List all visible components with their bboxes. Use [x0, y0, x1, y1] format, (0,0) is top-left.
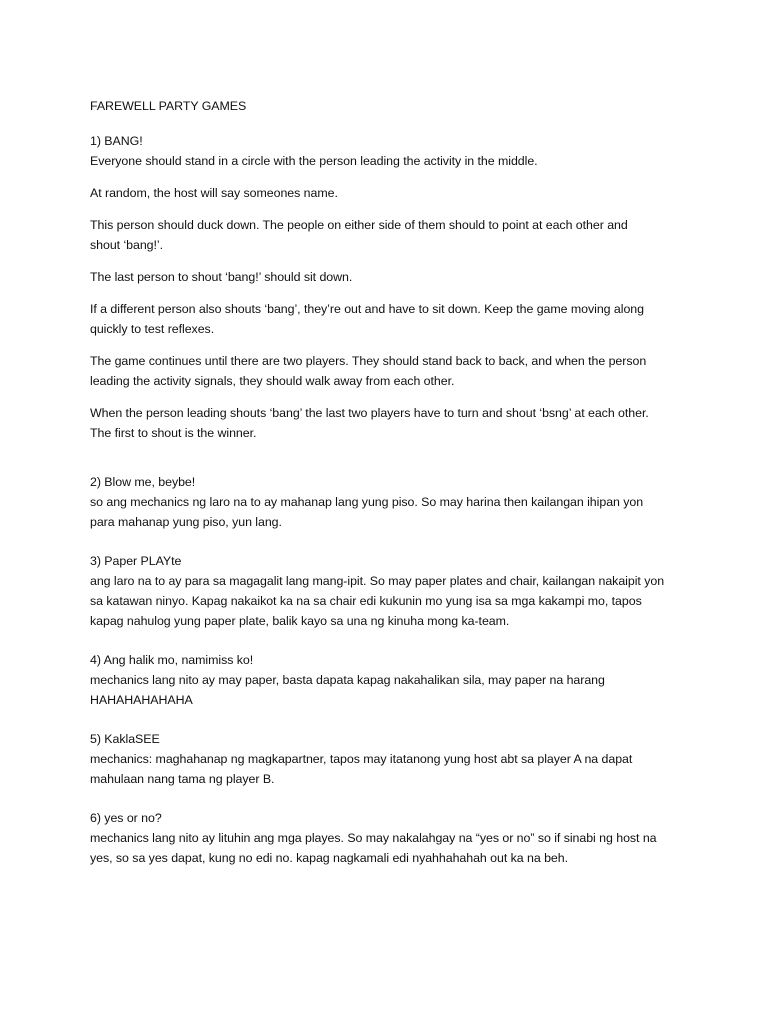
- text-line: mechanics lang nito ay lituhin ang mga playes. So may nakalahgay na “yes or no” so if sinabi ng host na: [90, 831, 657, 845]
- paragraph: [90, 215, 690, 255]
- text-line: If a different person also shouts ‘bang’, they’re out and have to sit down. Keep the game moving along: [90, 302, 644, 316]
- text-line: The game continues until there are two players. They should stand back to back, and when the person: [90, 354, 647, 368]
- text-line: mahulaan nang tama ng player B.: [90, 772, 275, 786]
- paragraph: [90, 151, 690, 171]
- text-line: The first to shout is the winner.: [90, 426, 257, 440]
- game-heading: 6) yes or no?: [90, 811, 162, 825]
- text-line: HAHAHAHAHAHA: [90, 693, 193, 707]
- game-section-6: [90, 808, 690, 868]
- text-line: When the person leading shouts ‘bang’ the last two players have to turn and shout ‘bsng’ at each other.: [90, 406, 649, 420]
- text-line: yes, so sa yes dapat, kung no edi no. kapag nagkamali edi nyahhahahah out ka na beh.: [90, 851, 569, 865]
- paragraph: [90, 299, 690, 339]
- paragraph: [90, 267, 690, 287]
- text-line: mechanics: maghahanap ng magkapartner, tapos may itatanong yung host abt sa player A na dapat: [90, 752, 633, 766]
- paragraph: [90, 403, 690, 443]
- text-line: The last person to shout ‘bang!’ should sit down.: [90, 270, 353, 284]
- game-heading: 3) Paper PLAYte: [90, 554, 182, 568]
- text-line: quickly to test reflexes.: [90, 322, 215, 336]
- text-line: ang laro na to ay para sa magagalit lang mang-ipit. So may paper plates and chair, kailangan nakaipit yon: [90, 574, 665, 588]
- text-line: This person should duck down. The people on either side of them should to point at each other and: [90, 218, 628, 232]
- text-line: para mahanap yung piso, yun lang.: [90, 515, 282, 529]
- paragraph: [90, 183, 690, 203]
- text-line: mechanics lang nito ay may paper, basta dapata kapag nakahalikan sila, may paper na harang: [90, 673, 605, 687]
- text-line: Everyone should stand in a circle with the person leading the activity in the middle.: [90, 154, 538, 168]
- paragraph: [90, 351, 690, 391]
- game-heading: 1) BANG!: [90, 134, 143, 148]
- game-section-5: [90, 729, 690, 789]
- game-section-2: [90, 472, 690, 532]
- text-line: so ang mechanics ng laro na to ay mahanap lang yung piso. So may harina then kailangan ihipan yon: [90, 495, 644, 509]
- text-line: shout ‘bang!’.: [90, 238, 164, 252]
- game-heading: 5) KaklaSEE: [90, 732, 160, 746]
- text-line: leading the activity signals, they should walk away from each other.: [90, 374, 455, 388]
- document-title: FAREWELL PARTY GAMES: [90, 99, 247, 113]
- text-line: At random, the host will say someones name.: [90, 186, 338, 200]
- game-heading: 4) Ang halik mo, namimiss ko!: [90, 653, 254, 667]
- game-heading: 2) Blow me, beybe!: [90, 475, 196, 489]
- game-section-3: [90, 551, 690, 631]
- text-line: sa katawan ninyo. Kapag nakaikot ka na sa chair edi kukunin mo yung isa sa mga kakampi mo, tapos: [90, 594, 642, 608]
- text-line: kapag nahulog yung paper plate, balik kayo sa una ng kinuha mong ka-team.: [90, 614, 510, 628]
- document-page: [90, 96, 690, 887]
- game-section-1: [90, 131, 690, 443]
- game-section-4: [90, 650, 690, 710]
